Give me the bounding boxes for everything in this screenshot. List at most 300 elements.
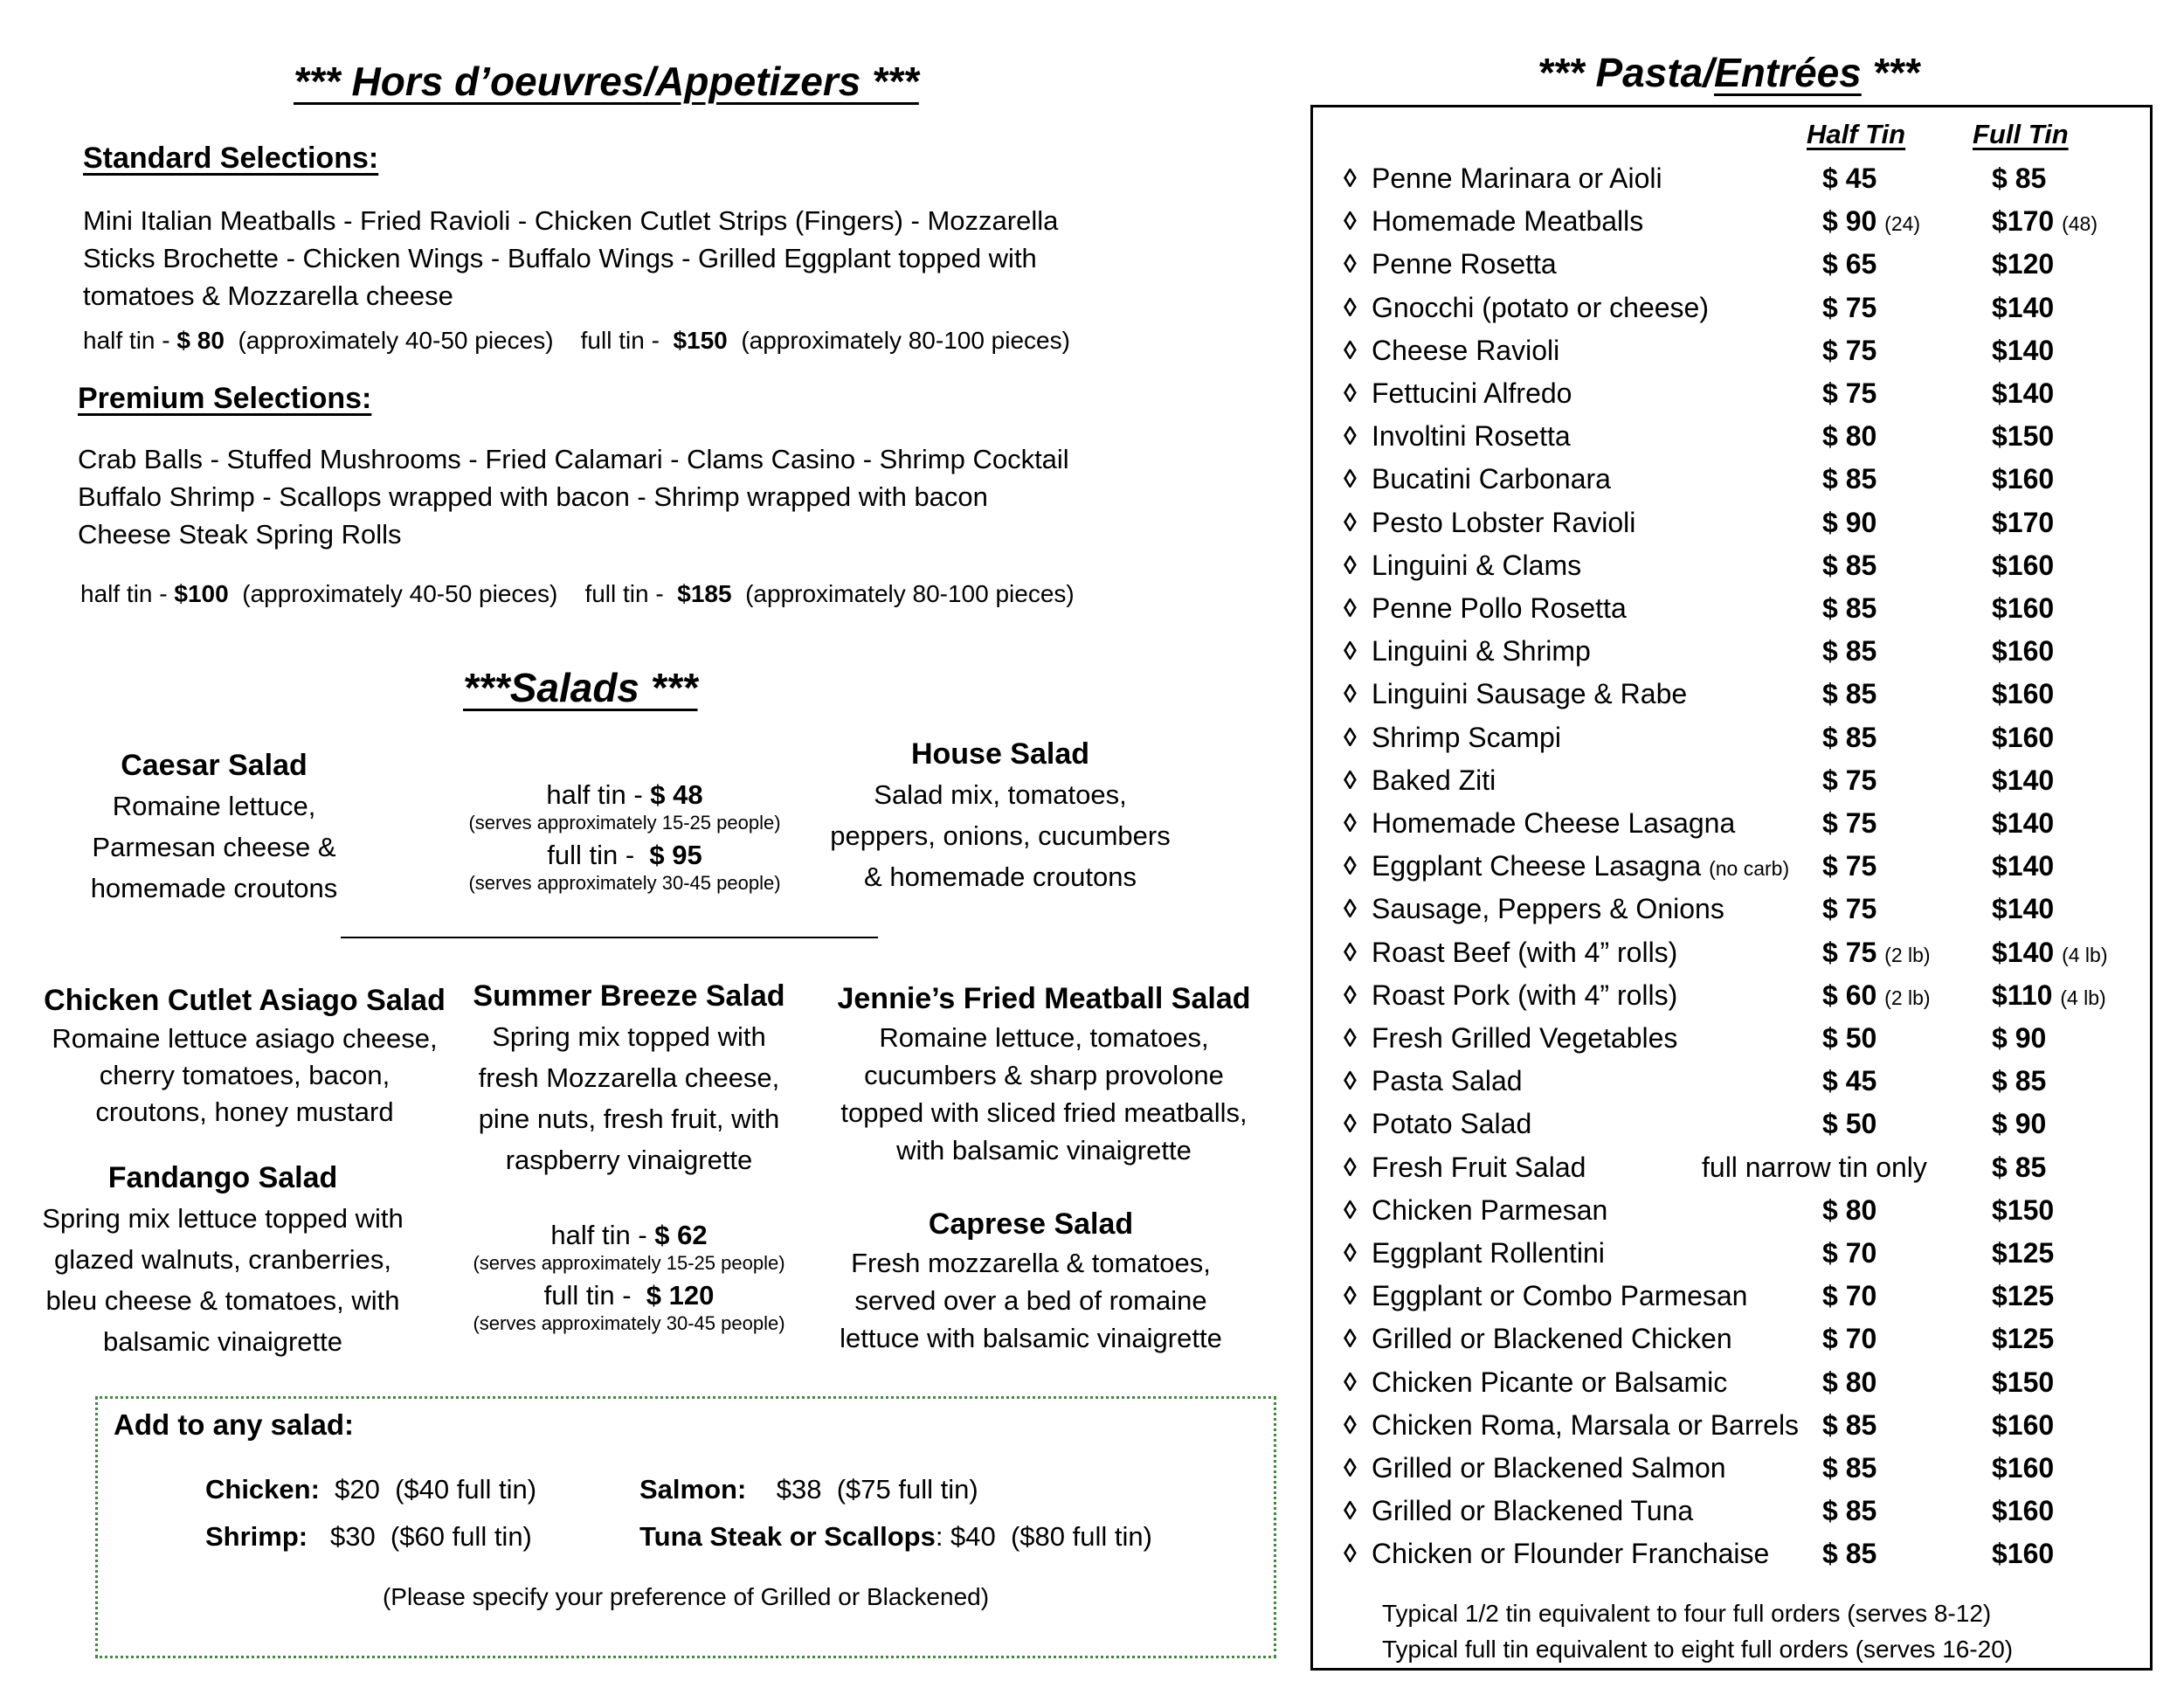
pasta-item-full-price bbox=[1992, 1404, 2054, 1447]
pasta-item-half-price bbox=[1822, 1060, 1876, 1103]
diamond-bullet-icon: ◊ bbox=[1344, 550, 1357, 580]
pricing-note: (approximately 40-50 pieces) bbox=[242, 580, 558, 607]
pasta-title bbox=[1538, 49, 1919, 96]
pasta-title-underlined: Entrées bbox=[1714, 50, 1862, 95]
pasta-item-half-price bbox=[1822, 759, 1876, 802]
pasta-item-row bbox=[1344, 802, 2147, 845]
pasta-item-name-text: Potato Salad bbox=[1372, 1108, 1532, 1140]
salad-desc-line: bleu cheese & tomatoes, with bbox=[45, 1285, 400, 1316]
col-header-full-tin: Full Tin bbox=[1973, 119, 2069, 149]
full-price-value: $140 bbox=[1992, 893, 2055, 925]
pasta-item-half-price bbox=[1822, 1447, 1876, 1490]
pasta-item-note: full narrow tin only bbox=[1702, 1151, 1927, 1183]
pricing-label: half tin - bbox=[546, 779, 651, 810]
salad-desc-line: & homemade croutons bbox=[864, 861, 1137, 892]
pasta-item-full-price bbox=[1992, 673, 2054, 716]
pasta-item-half-price bbox=[1822, 157, 1876, 200]
full-price-value: $120 bbox=[1992, 248, 2055, 280]
pasta-item-name-text: Chicken Picante or Balsamic bbox=[1372, 1366, 1728, 1398]
standard-items-list bbox=[83, 202, 1058, 315]
pasta-item-name bbox=[1372, 502, 1635, 544]
salad-desc-line: lettuce with balsamic vinaigrette bbox=[840, 1323, 1222, 1353]
pasta-item-row bbox=[1344, 1189, 2147, 1232]
pasta-item-name bbox=[1372, 458, 1611, 501]
pasta-item-name bbox=[1372, 1361, 1727, 1404]
pasta-item-full-price bbox=[1992, 1103, 2046, 1145]
pasta-item-row bbox=[1344, 415, 2147, 458]
pasta-item-name bbox=[1372, 1275, 1747, 1318]
fandango-salad bbox=[9, 1158, 437, 1362]
full-price-value: $140 bbox=[1992, 334, 2055, 366]
pasta-item-row bbox=[1344, 287, 2147, 329]
full-price-note: (4 lb) bbox=[2060, 986, 2106, 1009]
pasta-item-full-price bbox=[1992, 415, 2054, 458]
pasta-item-name bbox=[1372, 243, 1557, 286]
pasta-item-half-price bbox=[1822, 888, 1876, 930]
half-price-value: $ 85 bbox=[1822, 1495, 1877, 1527]
pasta-item-name-text: Fresh Grilled Vegetables bbox=[1372, 1022, 1678, 1054]
pasta-item-name bbox=[1372, 1447, 1726, 1490]
full-price-value: $160 bbox=[1992, 463, 2055, 495]
pasta-item-row bbox=[1344, 1318, 2147, 1360]
full-price-value: $160 bbox=[1992, 721, 2055, 753]
half-price-value: $ 85 bbox=[1822, 549, 1877, 581]
pasta-item-name-text: Linguini Sausage & Rabe bbox=[1372, 678, 1688, 710]
pasta-item-name-text: Bucatini Carbonara bbox=[1372, 463, 1611, 495]
pricing-half-price: $ 48 bbox=[650, 779, 703, 810]
diamond-bullet-icon: ◊ bbox=[1344, 465, 1357, 495]
pasta-item-full-price bbox=[1992, 1232, 2054, 1275]
pasta-item-name-text: Penne Rosetta bbox=[1372, 248, 1557, 280]
premium-items-line: Buffalo Shrimp - Scallops wrapped with bacon - Shrimp wrapped with bacon bbox=[78, 481, 988, 512]
diamond-bullet-icon: ◊ bbox=[1344, 1410, 1357, 1440]
standard-items-line: Sticks Brochette - Chicken Wings - Buffalo Wings - Grilled Eggplant topped with bbox=[83, 243, 1037, 273]
pasta-item-full-price bbox=[1992, 587, 2054, 630]
pasta-item-name-text: Gnocchi (potato or cheese) bbox=[1372, 291, 1709, 323]
full-price-value: $140 bbox=[1992, 291, 2055, 323]
half-price-value: $ 85 bbox=[1822, 1408, 1877, 1441]
pasta-item-full-price bbox=[1992, 716, 2054, 759]
pasta-item-name bbox=[1372, 372, 1572, 415]
salad-desc-line: homemade croutons bbox=[90, 873, 338, 903]
addon-tuna-scallops bbox=[639, 1521, 1152, 1553]
diamond-bullet-icon: ◊ bbox=[1344, 1497, 1357, 1526]
diamond-bullet-icon: ◊ bbox=[1344, 1539, 1357, 1569]
pasta-item-full-price bbox=[1992, 1447, 2054, 1490]
pasta-item-name bbox=[1372, 845, 1789, 890]
pasta-item-half-price bbox=[1822, 1490, 1876, 1532]
diamond-bullet-icon: ◊ bbox=[1344, 809, 1357, 838]
pasta-item-name-text: Penne Pollo Rosetta bbox=[1372, 592, 1627, 624]
pasta-item-name bbox=[1372, 1060, 1523, 1103]
pasta-item-name bbox=[1372, 1189, 1607, 1232]
pasta-item-row bbox=[1344, 587, 2147, 630]
full-price-note: (4 lb) bbox=[2062, 943, 2108, 966]
pasta-item-row bbox=[1344, 458, 2147, 501]
full-price-value: $ 90 bbox=[1992, 1022, 2047, 1054]
pasta-item-name bbox=[1372, 329, 1559, 372]
pasta-item-row bbox=[1344, 1447, 2147, 1490]
salad-name: House Salad bbox=[910, 737, 1090, 771]
pasta-item-name-note: (no carb) bbox=[1709, 857, 1790, 881]
addon-shrimp bbox=[205, 1521, 532, 1553]
pasta-item-name-text: Shrimp Scampi bbox=[1372, 721, 1561, 753]
salad-name: Summer Breeze Salad bbox=[473, 979, 785, 1013]
pricing-half-price: $ 62 bbox=[654, 1220, 708, 1250]
salad-desc-line: with balsamic vinaigrette bbox=[896, 1135, 1192, 1166]
diamond-bullet-icon: ◊ bbox=[1344, 852, 1357, 882]
salad-desc-line: pine nuts, fresh fruit, with bbox=[478, 1103, 780, 1134]
pasta-item-row bbox=[1344, 845, 2147, 888]
full-price-value: $150 bbox=[1992, 1193, 2055, 1226]
pricing-half-price: $ 80 bbox=[176, 327, 225, 354]
salad-desc-line: Spring mix topped with bbox=[492, 1021, 766, 1052]
pasta-item-half-price bbox=[1822, 1532, 1876, 1575]
pasta-item-half-price bbox=[1822, 845, 1876, 888]
addon-label: Salmon: bbox=[639, 1474, 747, 1505]
diamond-bullet-icon: ◊ bbox=[1344, 379, 1357, 408]
diamond-bullet-icon: ◊ bbox=[1344, 1367, 1357, 1397]
diamond-bullet-icon: ◊ bbox=[1344, 207, 1357, 237]
half-price-note: (24) bbox=[1884, 212, 1921, 236]
standard-items-line: Mini Italian Meatballs - Fried Ravioli - Chicken Cutlet Strips (Fingers) - Mozzarella bbox=[83, 205, 1059, 236]
half-price-value: $ 45 bbox=[1822, 1065, 1877, 1097]
pasta-item-row bbox=[1344, 1060, 2147, 1103]
pasta-item-row bbox=[1344, 931, 2147, 974]
half-price-value: $ 70 bbox=[1822, 1323, 1877, 1355]
pasta-item-name-text: Pesto Lobster Ravioli bbox=[1372, 506, 1636, 538]
pasta-item-name-text: Baked Ziti bbox=[1372, 764, 1496, 796]
addon-label: Chicken: bbox=[205, 1474, 320, 1505]
pasta-item-name-text: Fettucini Alfredo bbox=[1372, 377, 1572, 409]
full-price-value: $160 bbox=[1992, 1408, 2055, 1441]
pasta-item-full-price bbox=[1992, 372, 2054, 415]
pricing-full-price: $185 bbox=[677, 580, 732, 607]
summer-breeze-salad bbox=[454, 976, 804, 1180]
pasta-item-row bbox=[1344, 1361, 2147, 1404]
pasta-footer bbox=[1382, 1595, 2013, 1667]
premium-items-list bbox=[78, 440, 1069, 553]
diamond-bullet-icon: ◊ bbox=[1344, 723, 1357, 752]
diamond-bullet-icon: ◊ bbox=[1344, 1195, 1357, 1225]
pasta-item-full-price bbox=[1992, 630, 2054, 673]
pasta-item-name-text: Grilled or Blackened Salmon bbox=[1372, 1452, 1726, 1484]
pasta-item-half-price bbox=[1822, 1318, 1876, 1360]
chicken-asiago-salad bbox=[17, 980, 472, 1131]
standard-pricing bbox=[83, 327, 1070, 355]
pasta-item-full-price bbox=[1992, 458, 2054, 501]
pasta-item-full-price bbox=[1992, 888, 2054, 930]
pasta-item-name bbox=[1372, 157, 1662, 200]
pasta-item-half-price bbox=[1822, 974, 1931, 1020]
addon-price: $30 ($60 full tin) bbox=[329, 1521, 532, 1552]
pasta-item-half-price bbox=[1822, 1017, 1876, 1060]
half-price-value: $ 85 bbox=[1822, 592, 1877, 624]
pasta-item-name bbox=[1372, 1404, 1799, 1447]
full-price-value: $ 90 bbox=[1992, 1108, 2047, 1140]
full-price-value: $160 bbox=[1992, 592, 2055, 624]
half-price-value: $ 75 bbox=[1822, 377, 1877, 409]
full-price-value: $140 bbox=[1992, 936, 2055, 968]
pasta-item-half-price bbox=[1822, 243, 1876, 286]
pasta-item-row bbox=[1344, 1490, 2147, 1532]
half-price-value: $ 80 bbox=[1822, 1366, 1877, 1398]
salad-name: Caesar Salad bbox=[121, 749, 308, 782]
pasta-item-row bbox=[1344, 157, 2147, 200]
salad-name: Fandango Salad bbox=[107, 1161, 338, 1194]
pasta-item-full-price bbox=[1992, 1189, 2054, 1232]
pasta-item-row bbox=[1344, 974, 2147, 1017]
pasta-item-row bbox=[1344, 888, 2147, 930]
pricing-label: full tin - bbox=[547, 840, 642, 870]
salad-desc-line: balsamic vinaigrette bbox=[103, 1326, 342, 1357]
full-price-value: $140 bbox=[1992, 377, 2055, 409]
full-price-value: $160 bbox=[1992, 549, 2055, 581]
pasta-item-half-price bbox=[1822, 200, 1920, 246]
diamond-bullet-icon: ◊ bbox=[1344, 1067, 1357, 1097]
pasta-item-name-text: Linguini & Shrimp bbox=[1372, 635, 1591, 668]
pricing-note: (serves approximately 15-25 people) bbox=[473, 1252, 785, 1274]
diamond-bullet-icon: ◊ bbox=[1344, 1239, 1357, 1268]
pasta-item-half-price bbox=[1822, 1103, 1876, 1145]
salad-desc-line: peppers, onions, cucumbers bbox=[830, 820, 1171, 851]
appetizers-title: *** Hors d’oeuvres/Appetizers *** bbox=[294, 59, 919, 104]
pricing-label: full tin - bbox=[580, 327, 667, 354]
full-price-value: $125 bbox=[1992, 1237, 2055, 1269]
diamond-bullet-icon: ◊ bbox=[1344, 680, 1357, 709]
house-salad bbox=[804, 734, 1197, 897]
pricing-full-price: $ 120 bbox=[646, 1280, 715, 1311]
full-price-value: $160 bbox=[1992, 678, 2055, 710]
diamond-bullet-icon: ◊ bbox=[1344, 1325, 1357, 1354]
half-price-value: $ 70 bbox=[1822, 1237, 1877, 1269]
pasta-item-full-price bbox=[1992, 974, 2106, 1020]
pasta-item-row bbox=[1344, 1146, 2147, 1189]
standard-items-line: tomatoes & Mozzarella cheese bbox=[83, 280, 453, 311]
pasta-item-name bbox=[1372, 630, 1591, 673]
diamond-bullet-icon: ◊ bbox=[1344, 637, 1357, 667]
pasta-item-full-price bbox=[1992, 329, 2054, 372]
salad-desc-line: Romaine lettuce, tomatoes, bbox=[879, 1022, 1209, 1053]
addon-label: Shrimp: bbox=[205, 1521, 308, 1552]
pasta-item-row bbox=[1344, 673, 2147, 716]
pasta-item-row bbox=[1344, 1232, 2147, 1275]
pasta-item-row bbox=[1344, 1404, 2147, 1447]
salad-desc-line: cherry tomatoes, bacon, bbox=[99, 1060, 390, 1090]
pasta-item-half-price bbox=[1822, 630, 1876, 673]
pricing-label: full tin - bbox=[584, 580, 671, 607]
pasta-title-suffix: *** bbox=[1861, 50, 1920, 95]
half-price-value: $ 75 bbox=[1822, 850, 1877, 882]
pricing-label: half tin - bbox=[80, 580, 175, 607]
salad-desc-line: Fresh mozzarella & tomatoes, bbox=[851, 1248, 1211, 1278]
pasta-title-prefix: *** Pasta/ bbox=[1538, 50, 1715, 95]
half-price-value: $ 50 bbox=[1822, 1022, 1877, 1054]
pasta-item-full-price bbox=[1992, 1060, 2046, 1103]
salad-desc-line: served over a bed of romaine bbox=[854, 1285, 1207, 1316]
pasta-item-row bbox=[1344, 1103, 2147, 1145]
pasta-item-name bbox=[1372, 931, 1677, 974]
premium-selections-heading: Premium Selections: bbox=[78, 382, 372, 415]
caesar-salad bbox=[35, 745, 393, 909]
pasta-item-name-text: Roast Beef (with 4” rolls) bbox=[1372, 936, 1678, 968]
half-price-value: $ 75 bbox=[1822, 764, 1877, 796]
pasta-item-name bbox=[1372, 1232, 1605, 1275]
full-price-value: $110 bbox=[1992, 979, 2053, 1011]
salad-name: Jennie’s Fried Meatball Salad bbox=[837, 982, 1251, 1015]
half-price-value: $ 75 bbox=[1822, 291, 1877, 323]
pasta-item-name bbox=[1372, 587, 1627, 630]
half-price-value: $ 60 bbox=[1822, 979, 1877, 1011]
jennies-fried-meatball-salad bbox=[812, 979, 1275, 1169]
pasta-item-half-price bbox=[1822, 802, 1876, 845]
pasta-item-row bbox=[1344, 544, 2147, 587]
addon-chicken bbox=[205, 1474, 536, 1505]
pasta-item-row bbox=[1344, 1017, 2147, 1060]
full-price-value: $160 bbox=[1992, 1538, 2055, 1570]
pasta-item-name bbox=[1372, 544, 1581, 587]
half-price-value: $ 80 bbox=[1822, 420, 1877, 453]
pasta-item-half-price bbox=[1822, 544, 1876, 587]
addon-label: Tuna Steak or Scallops bbox=[639, 1521, 936, 1552]
pasta-item-full-price bbox=[1992, 200, 2098, 246]
pasta-item-full-price bbox=[1992, 802, 2054, 845]
pasta-item-half-price bbox=[1822, 1189, 1876, 1232]
pasta-item-name bbox=[1372, 1532, 1769, 1575]
full-price-value: $150 bbox=[1992, 1366, 2055, 1398]
pasta-item-full-price bbox=[1992, 1361, 2054, 1404]
pasta-item-half-price bbox=[1822, 502, 1876, 544]
pasta-item-row bbox=[1344, 630, 2147, 673]
pasta-item-full-price bbox=[1992, 931, 2107, 977]
pasta-item-name bbox=[1372, 759, 1496, 802]
pasta-item-half-price bbox=[1822, 931, 1931, 977]
col-header-half-tin: Half Tin bbox=[1807, 119, 1906, 149]
half-price-value: $ 85 bbox=[1822, 678, 1877, 710]
pasta-item-row bbox=[1344, 1275, 2147, 1318]
half-price-value: $ 90 bbox=[1822, 506, 1877, 538]
pasta-item-row bbox=[1344, 1532, 2147, 1575]
pasta-item-name-text: Eggplant Cheese Lasagna bbox=[1372, 850, 1702, 882]
full-price-value: $ 85 bbox=[1992, 1065, 2047, 1097]
pasta-item-name bbox=[1372, 287, 1709, 329]
pasta-item-name-text: Chicken or Flounder Franchaise bbox=[1372, 1538, 1770, 1570]
diamond-bullet-icon: ◊ bbox=[1344, 895, 1357, 924]
full-price-value: $170 bbox=[1992, 506, 2055, 538]
diamond-bullet-icon: ◊ bbox=[1344, 594, 1357, 623]
salad-desc-line: Parmesan cheese & bbox=[92, 832, 336, 862]
pricing-note: (serves approximately 30-45 people) bbox=[468, 872, 781, 894]
salad-desc-line: raspberry vinaigrette bbox=[505, 1145, 753, 1175]
pasta-item-full-price bbox=[1992, 1318, 2054, 1360]
full-price-value: $140 bbox=[1992, 807, 2055, 839]
salad-desc-line: cucumbers & sharp provolone bbox=[864, 1060, 1224, 1090]
salad-name: Caprese Salad bbox=[928, 1207, 1134, 1241]
pasta-item-name bbox=[1372, 1103, 1531, 1145]
pasta-item-half-price bbox=[1822, 1275, 1876, 1318]
salad-desc-line: Romaine lettuce, bbox=[112, 791, 316, 821]
pasta-item-name-text: Chicken Parmesan bbox=[1372, 1193, 1608, 1226]
full-price-value: $170 bbox=[1992, 205, 2055, 238]
pasta-item-full-price bbox=[1992, 759, 2054, 802]
pricing-note: (serves approximately 15-25 people) bbox=[468, 812, 781, 834]
pasta-item-half-price bbox=[1822, 587, 1876, 630]
pasta-item-name-text: Sausage, Peppers & Onions bbox=[1372, 893, 1724, 925]
addon-salmon bbox=[639, 1474, 978, 1505]
pricing-note: (approximately 40-50 pieces) bbox=[238, 327, 554, 354]
full-price-value: $140 bbox=[1992, 764, 2055, 796]
pasta-item-name-text: Grilled or Blackened Chicken bbox=[1372, 1323, 1732, 1355]
salad-desc-line: glazed walnuts, cranberries, bbox=[54, 1244, 391, 1275]
pasta-item-row bbox=[1344, 502, 2147, 544]
pasta-item-half-price bbox=[1822, 1361, 1876, 1404]
full-price-value: $160 bbox=[1992, 1495, 2055, 1527]
diamond-bullet-icon: ◊ bbox=[1344, 1024, 1357, 1053]
full-price-value: $125 bbox=[1992, 1280, 2055, 1312]
pasta-item-row bbox=[1344, 372, 2147, 415]
pasta-item-name bbox=[1372, 200, 1643, 243]
pasta-item-row bbox=[1344, 329, 2147, 372]
diamond-bullet-icon: ◊ bbox=[1344, 980, 1357, 1010]
half-price-value: $ 75 bbox=[1822, 936, 1877, 968]
salad-desc-line: fresh Mozzarella cheese, bbox=[478, 1062, 780, 1093]
premium-items-line: Cheese Steak Spring Rolls bbox=[78, 519, 402, 550]
pasta-item-full-price bbox=[1992, 544, 2054, 587]
half-price-value: $ 50 bbox=[1822, 1108, 1877, 1140]
pasta-item-name bbox=[1372, 888, 1724, 930]
pasta-item-half-price bbox=[1822, 716, 1876, 759]
caprese-salad bbox=[804, 1204, 1258, 1357]
diamond-bullet-icon: ◊ bbox=[1344, 1110, 1357, 1139]
diamond-bullet-icon: ◊ bbox=[1344, 293, 1357, 322]
pasta-item-half-price bbox=[1822, 329, 1876, 372]
pasta-item-name bbox=[1372, 415, 1571, 458]
pasta-item-name bbox=[1372, 1017, 1677, 1060]
diamond-bullet-icon: ◊ bbox=[1344, 1454, 1357, 1483]
diamond-bullet-icon: ◊ bbox=[1344, 422, 1357, 452]
half-price-value: $ 75 bbox=[1822, 334, 1877, 366]
standard-selections-heading: Standard Selections: bbox=[83, 142, 379, 175]
pasta-item-half-price bbox=[1822, 1232, 1876, 1275]
salad-divider bbox=[341, 937, 878, 938]
half-price-value: $ 85 bbox=[1822, 1538, 1877, 1570]
full-price-note: (48) bbox=[2062, 212, 2098, 236]
pasta-item-full-price bbox=[1992, 1275, 2054, 1318]
pasta-item-half-price bbox=[1822, 372, 1876, 415]
half-price-value: $ 85 bbox=[1822, 721, 1877, 753]
pasta-item-name bbox=[1372, 1146, 1586, 1189]
pricing-note: (serves approximately 30-45 people) bbox=[473, 1312, 785, 1334]
pricing-note: (approximately 80-100 pieces) bbox=[741, 327, 1070, 354]
pasta-item-name-text: Involtini Rosetta bbox=[1372, 420, 1571, 453]
addon-price: $20 ($40 full tin) bbox=[335, 1474, 537, 1505]
addon-price: : $40 ($80 full tin) bbox=[935, 1521, 1152, 1552]
half-price-value: $ 75 bbox=[1822, 807, 1877, 839]
premium-items-line: Crab Balls - Stuffed Mushrooms - Fried Calamari - Clams Casino - Shrimp Cocktail bbox=[78, 444, 1069, 474]
pasta-item-name-text: Grilled or Blackened Tuna bbox=[1372, 1495, 1694, 1527]
pasta-item-name bbox=[1372, 673, 1687, 716]
pasta-footer-line: Typical full tin equivalent to eight full orders (serves 16-20) bbox=[1382, 1636, 2014, 1663]
pasta-footer-line: Typical 1/2 tin equivalent to four full orders (serves 8-12) bbox=[1382, 1600, 1992, 1627]
pasta-item-name bbox=[1372, 802, 1735, 845]
full-price-value: $160 bbox=[1992, 1452, 2055, 1484]
pasta-item-full-price bbox=[1992, 157, 2046, 200]
pasta-item-name-text: Chicken Roma, Marsala or Barrels bbox=[1372, 1408, 1800, 1441]
diamond-bullet-icon: ◊ bbox=[1344, 1282, 1357, 1311]
pricing-full-price: $ 95 bbox=[649, 840, 702, 870]
addon-price: $38 ($75 full tin) bbox=[776, 1474, 978, 1505]
pricing-label: half tin - bbox=[83, 327, 177, 354]
